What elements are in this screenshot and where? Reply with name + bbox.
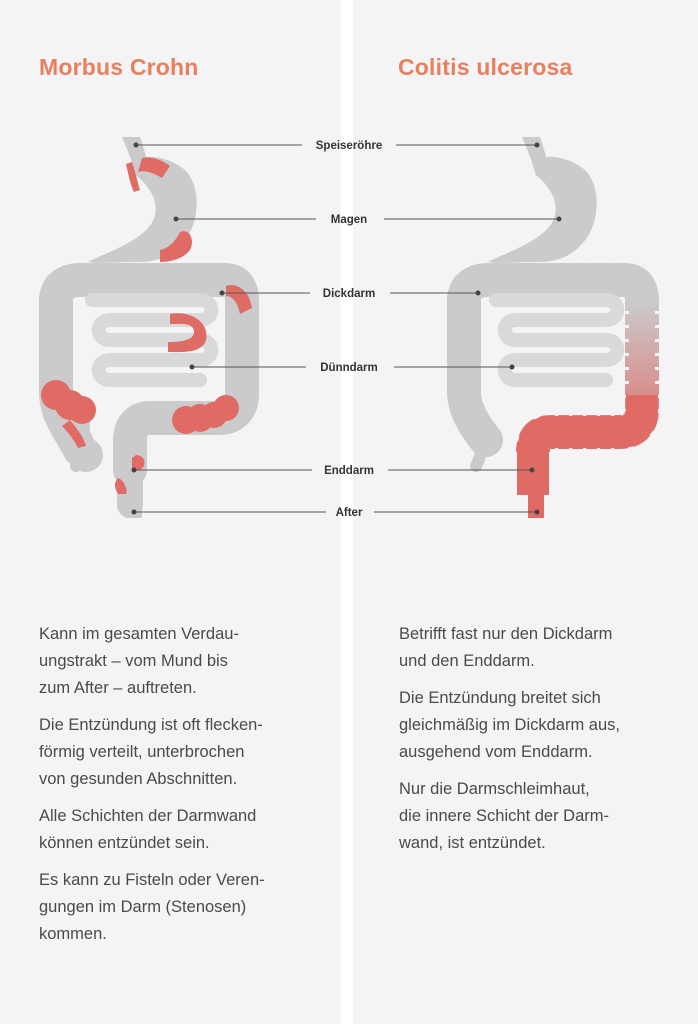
- label-enddarm: Enddarm: [324, 465, 374, 477]
- stomach-right: [488, 157, 597, 263]
- labels: [316, 140, 382, 519]
- inflamed-colon-right: [533, 395, 642, 495]
- label-speiseroehre: Speiseröhre: [315, 140, 383, 152]
- colitis-description: [399, 621, 684, 867]
- label-duenndarm: Dünndarm: [320, 362, 378, 374]
- label-after: After: [335, 507, 363, 519]
- colitis-paragraph: Die Entzündung breitet sich gleichmäßig im Dickdarm aus, ausgehend vom Enddarm.: [399, 689, 620, 761]
- crohn-description: [39, 621, 329, 958]
- crohn-paragraph: Alle Schichten der Darmwand können entzündet sein.: [39, 807, 257, 852]
- crohn-paragraph: Es kann zu Fisteln oder Veren- gungen im Darm (Stenosen) kommen.: [39, 871, 265, 943]
- label-dickdarm: Dickdarm: [322, 288, 376, 300]
- colitis-paragraph: Betrifft fast nur den Dickdarm und den Enddarm.: [399, 625, 613, 670]
- crohn-tract: [41, 137, 252, 518]
- colitis-title: Colitis ulcerosa: [398, 54, 573, 80]
- crohn-title: Morbus Crohn: [39, 54, 199, 80]
- crohn-paragraph: Die Entzündung ist oft flecken- förmig verteilt, unterbrochen von gesunden Abschnitten.: [39, 716, 263, 788]
- crohn-paragraph: Kann im gesamten Verdau- ungstrakt – vom Mund bis zum After – auftreten.: [39, 625, 239, 697]
- colitis-paragraph: Nur die Darmschleimhaut, die innere Schicht der Darm- wand, ist entzündet.: [399, 780, 610, 852]
- colitis-tract: [464, 137, 642, 518]
- label-magen: Magen: [330, 214, 368, 226]
